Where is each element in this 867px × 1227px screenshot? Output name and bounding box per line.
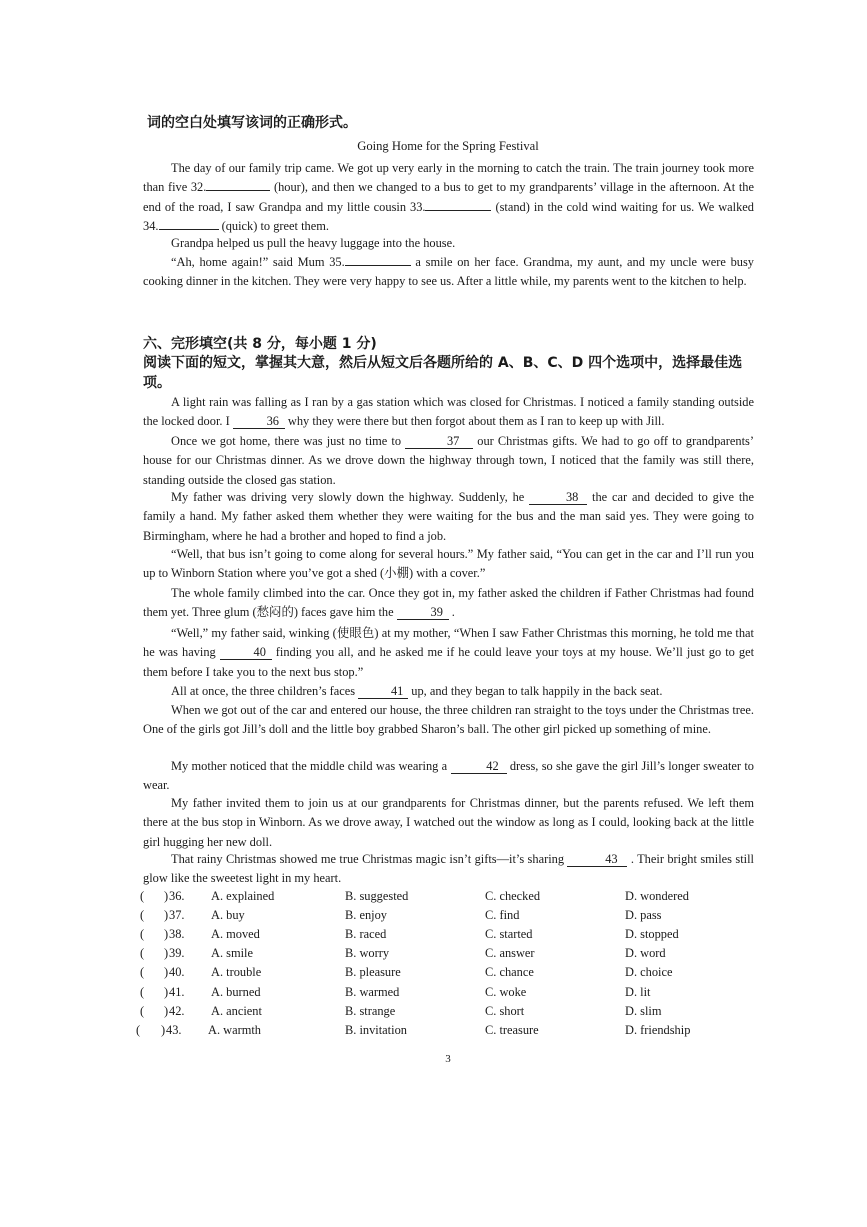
text-run: The day of our family trip came. We got up very early in the morning to catch the train. The train journey took more than five 32. <box>143 161 754 195</box>
blank-39[interactable]: 39 <box>397 605 449 620</box>
question-number: 43. <box>166 1023 182 1037</box>
answer-paren-open[interactable]: ( <box>140 946 145 960</box>
text-run: dress, so she gave the girl Jill’s longer sweater to wear. <box>143 759 754 793</box>
option-a[interactable]: A. ancient <box>211 1004 262 1018</box>
answer-paren-close: ) <box>164 908 169 922</box>
blank-36[interactable]: 36 <box>233 414 285 429</box>
passage2-paragraph-9 <box>143 757 754 796</box>
answer-paren-close: ) <box>164 889 169 903</box>
answer-paren-open[interactable]: ( <box>140 908 145 922</box>
option-c[interactable]: C. find <box>485 908 520 922</box>
answer-paren-close: ) <box>164 946 169 960</box>
question-number: 40. <box>169 965 185 979</box>
text-run: “Well,” my father said, winking (使眼色) at my mother, “When I saw Father Christmas this morning, he told me that he was having <box>143 626 754 660</box>
blank-35[interactable] <box>345 265 411 266</box>
option-a[interactable]: A. moved <box>211 927 260 941</box>
option-d[interactable]: D. pass <box>625 908 662 922</box>
answer-paren-open[interactable]: ( <box>140 985 145 999</box>
passage2-paragraph-10: My father invited them to join us at our grandparents for Christmas dinner, but the parents refused. We left them there at the bus stop in Winborn. As we drove away, I watched out the window as long as I could, looking back at the little girl hugging her new doll. <box>143 796 754 849</box>
option-a[interactable]: A. warmth <box>208 1023 261 1037</box>
blank-40[interactable]: 40 <box>220 645 272 660</box>
option-d[interactable]: D. word <box>625 946 666 960</box>
text-run: “Ah, home again!” said Mum 35. <box>171 255 345 269</box>
text-run: All at once, the three children’s faces <box>171 684 359 698</box>
passage2-paragraph-7 <box>143 682 754 701</box>
option-a[interactable]: A. buy <box>211 908 245 922</box>
option-c[interactable]: C. treasure <box>485 1023 539 1037</box>
answer-paren-close: ) <box>161 1023 166 1037</box>
blank-41[interactable]: 41 <box>358 684 408 699</box>
option-b[interactable]: B. worry <box>345 946 390 960</box>
answer-paren-close: ) <box>164 985 169 999</box>
option-c[interactable]: C. checked <box>485 889 541 903</box>
option-b[interactable]: B. strange <box>345 1004 396 1018</box>
passage2-paragraph-3 <box>143 488 754 546</box>
question-row <box>136 946 776 965</box>
option-d[interactable]: D. stopped <box>625 927 679 941</box>
text-run: up, and they began to talk happily in the back seat. <box>408 684 663 698</box>
blank-43[interactable]: 43 <box>567 852 627 867</box>
answer-paren-open[interactable]: ( <box>140 965 145 979</box>
question-number: 41. <box>169 985 185 999</box>
option-c[interactable]: C. answer <box>485 946 535 960</box>
text-run: (quick) to greet them. <box>218 219 329 234</box>
blank-38[interactable]: 38 <box>529 490 587 505</box>
answer-paren-close: ) <box>164 1004 169 1018</box>
question-row <box>136 889 776 908</box>
passage2-paragraph-8: When we got out of the car and entered our house, the three children ran straight to the toys under the Christmas tree. One of the girls got Jill’s doll and the little boy grabbed Sharon’s ball. The other girl picked up something of mine. <box>143 703 754 737</box>
answer-paren-open[interactable]: ( <box>136 1023 141 1037</box>
blank-37[interactable]: 37 <box>405 434 473 449</box>
passage2-paragraph-6 <box>143 624 754 682</box>
answer-paren-close: ) <box>164 927 169 941</box>
question-row <box>136 927 776 946</box>
option-d[interactable]: D. choice <box>625 965 673 979</box>
text-run: Once we got home, there was just no time to <box>171 434 406 448</box>
text-run: a smile on her face. Grandma, my aunt, and my uncle were busy cooking dinner in the kitchen. They were very happy to see us. After a little while, my parents went to the kitchen to help. <box>143 255 754 289</box>
passage2-paragraph-5 <box>143 584 754 623</box>
option-b[interactable]: B. suggested <box>345 889 409 903</box>
option-c[interactable]: C. chance <box>485 965 534 979</box>
passage1-paragraph-1 <box>143 159 754 237</box>
text-run: why they were there but then forgot about them as I ran to keep up with Jill. <box>284 414 665 429</box>
section-heading: 六、完形填空(共 8 分，每小题 1 分) <box>143 336 377 352</box>
answer-paren-open[interactable]: ( <box>140 927 145 941</box>
option-d[interactable]: D. friendship <box>625 1023 691 1037</box>
passage1-paragraph-3 <box>143 253 754 292</box>
option-d[interactable]: D. lit <box>625 985 651 999</box>
option-c[interactable]: C. woke <box>485 985 527 999</box>
option-b[interactable]: B. invitation <box>345 1023 407 1037</box>
blank-42[interactable]: 42 <box>451 759 507 774</box>
text-run: (hour), and then we changed to a bus to get to my grandparents’ village in the afternoon. At the end of the road, I saw Grandpa and my little cousin 33. <box>143 180 754 214</box>
passage2-paragraph-4: “Well, that bus isn’t going to come along for several hours.” My father said, “You can get in the car and I’ll run you up to Winborn Station where you’ve got a shed (小棚) with a cover.” <box>143 547 754 581</box>
option-c[interactable]: C. started <box>485 927 533 941</box>
text-run: That rainy Christmas showed me true Christmas magic isn’t gifts—it’s sharing <box>171 852 568 866</box>
question-number: 38. <box>169 927 185 941</box>
text-run: our Christmas gifts. We had to go off to grandparents’ house for our Christmas dinner. As we drove down the highway through town, I noticed that the family was still there, standing outside the closed gas station. <box>143 434 755 487</box>
passage2-paragraph-11 <box>143 850 754 889</box>
blank-32[interactable] <box>206 190 270 191</box>
text-run: finding you all, and he asked me if he could leave your toys at my house. We’ll just go to get them before I take you to the next bus stop.” <box>143 645 755 679</box>
question-row <box>136 965 776 984</box>
passage-title: Going Home for the Spring Festival <box>357 139 539 153</box>
question-number: 42. <box>169 1004 185 1018</box>
option-a[interactable]: A. smile <box>211 946 253 960</box>
option-d[interactable]: D. slim <box>625 1004 662 1018</box>
text-run: . Their bright smiles still glow like the sweetest light in my heart. <box>143 852 754 886</box>
instruction-line: 词的空白处填写该词的正确形式。 <box>147 115 357 131</box>
passage2-paragraph-1 <box>143 393 754 432</box>
answer-paren-close: ) <box>164 965 169 979</box>
option-b[interactable]: B. enjoy <box>345 908 387 922</box>
option-a[interactable]: A. burned <box>211 985 261 999</box>
option-b[interactable]: B. warmed <box>345 985 400 999</box>
question-row <box>136 1023 776 1042</box>
text-run: My mother noticed that the middle child was wearing a <box>171 759 451 773</box>
option-a[interactable]: A. trouble <box>211 965 262 979</box>
answer-paren-open[interactable]: ( <box>140 889 145 903</box>
blank-34[interactable] <box>159 229 219 230</box>
question-row <box>136 1004 776 1023</box>
text-run: The whole family climbed into the car. Once they got in, my father asked the children if Father Christmas had found them yet. Three glum (愁闷的) faces gave him the <box>143 586 754 620</box>
text-run: My father was driving very slowly down the highway. Suddenly, he <box>171 490 530 504</box>
option-d[interactable]: D. wondered <box>625 889 689 903</box>
answer-paren-open[interactable]: ( <box>140 1004 145 1018</box>
page-number: 3 <box>445 1053 451 1065</box>
option-c[interactable]: C. short <box>485 1004 525 1018</box>
blank-33[interactable] <box>425 210 491 211</box>
option-a[interactable]: A. explained <box>211 889 275 903</box>
passage1-paragraph-2: Grandpa helped us pull the heavy luggage into the house. <box>171 236 456 250</box>
question-number: 39. <box>169 946 185 960</box>
option-b[interactable]: B. raced <box>345 927 387 941</box>
text-run: . <box>448 605 455 620</box>
text-run: A light rain was falling as I ran by a gas station which was closed for Christmas. I noticed a family standing outside the locked door. I <box>143 395 754 429</box>
question-row <box>136 908 776 927</box>
text-run: the car and decided to give the family a hand. My father asked them whether they were waiting for the bus and the man said yes. They were going to Birmingham, where he had a brother and hoped to find a job. <box>143 490 754 543</box>
section-directions: 阅读下面的短文，掌握其大意，然后从短文后各题所给的 A、B、C、D 四个选项中，选择最佳选项。 <box>143 355 743 391</box>
text-run: (stand) in the cold wind waiting for us. We walked 34. <box>143 199 754 234</box>
question-number: 36. <box>169 889 185 903</box>
passage2-paragraph-2 <box>143 432 754 490</box>
option-b[interactable]: B. pleasure <box>345 965 401 979</box>
question-row <box>136 985 776 1004</box>
question-number: 37. <box>169 908 185 922</box>
